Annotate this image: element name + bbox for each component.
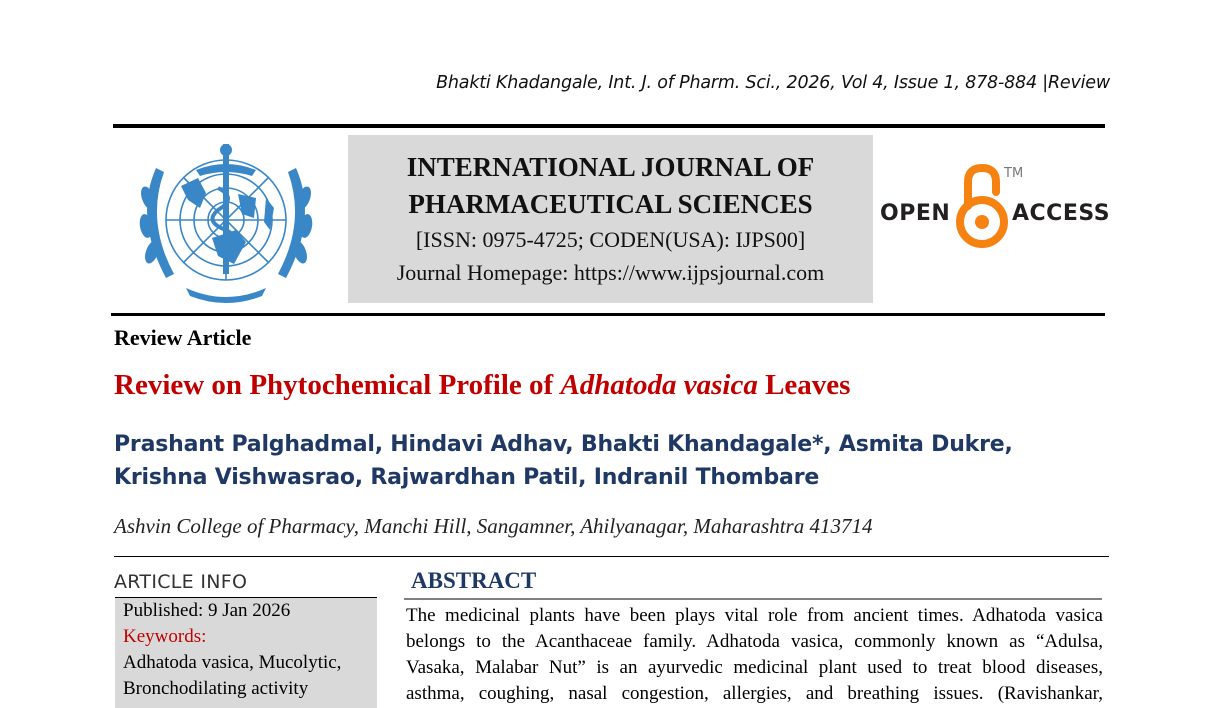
journal-title — [348, 149, 873, 223]
keywords-line-2: Bronchodilating activity — [123, 678, 309, 699]
article-title-species: Adhatoda vasica — [560, 369, 758, 401]
abstract-line: Vasaka, Malabar Nut” is an ayurvedic medicinal plant used to treat blood diseases, — [406, 657, 1103, 678]
author-list — [114, 428, 1074, 494]
open-access-logo — [880, 162, 1110, 252]
header-rule-top — [113, 124, 1105, 128]
trademark-symbol: TM — [1004, 166, 1024, 181]
abstract-body — [406, 603, 1103, 707]
published-date: Published: 9 Jan 2026 — [123, 600, 291, 621]
header-rule-bottom — [111, 313, 1105, 316]
journal-emblem-logo — [126, 138, 326, 306]
open-access-open-text: OPEN — [880, 201, 951, 226]
journal-title-line2: PHARMACEUTICAL SCIENCES — [408, 189, 813, 219]
abstract-line: The medicinal plants have been plays vital role from ancient times. Adhatoda vasica — [406, 605, 1103, 626]
article-type: Review Article — [114, 325, 252, 350]
journal-homepage-link[interactable]: Journal Homepage: https://www.ijpsjournal.com — [396, 260, 825, 285]
author-line-1: Prashant Palghadmal, Hindavi Adhav, Bhakti Khandagale*, Asmita Dukre, — [114, 432, 1013, 457]
keywords-label: Keywords: — [123, 626, 207, 647]
section-divider — [114, 556, 1109, 557]
article-title — [114, 369, 850, 402]
abstract-line: asthma, coughing, nasal congestion, allergies, and breathing issues. (Ravishankar, — [406, 683, 1103, 704]
article-info-box — [115, 597, 377, 708]
author-affiliation: Ashvin College of Pharmacy, Manchi Hill, Sangamner, Ahilyanagar, Maharashtra 413714 — [114, 514, 873, 538]
journal-masthead — [348, 135, 873, 303]
article-title-prefix: Review on Phytochemical Profile of — [114, 369, 561, 401]
journal-title-line1: INTERNATIONAL JOURNAL OF — [406, 152, 815, 182]
keywords-line-1: Adhatoda vasica, Mucolytic, — [123, 652, 342, 673]
abstract-line: belongs to the Acanthaceae family. Adhatoda vasica, commonly known as “Adulsa, — [406, 631, 1103, 652]
journal-issn: [ISSN: 0975-4725; CODEN(USA): IJPS00] — [415, 227, 806, 252]
running-header: Bhakti Khadangale, Int. J. of Pharm. Sci., 2026, Vol 4, Issue 1, 878-884 |Review — [436, 73, 1110, 93]
abstract-heading: ABSTRACT — [411, 568, 537, 593]
open-access-lock-icon — [952, 162, 1012, 250]
abstract-rule — [404, 598, 1102, 600]
globe-caduceus-wreath-icon — [126, 138, 326, 306]
article-title-suffix: Leaves — [757, 369, 851, 401]
article-info-heading: ARTICLE INFO — [114, 571, 248, 593]
author-line-2: Krishna Vishwasrao, Rajwardhan Patil, Indranil Thombare — [114, 465, 820, 490]
open-access-access-text: ACCESS — [1012, 201, 1111, 226]
